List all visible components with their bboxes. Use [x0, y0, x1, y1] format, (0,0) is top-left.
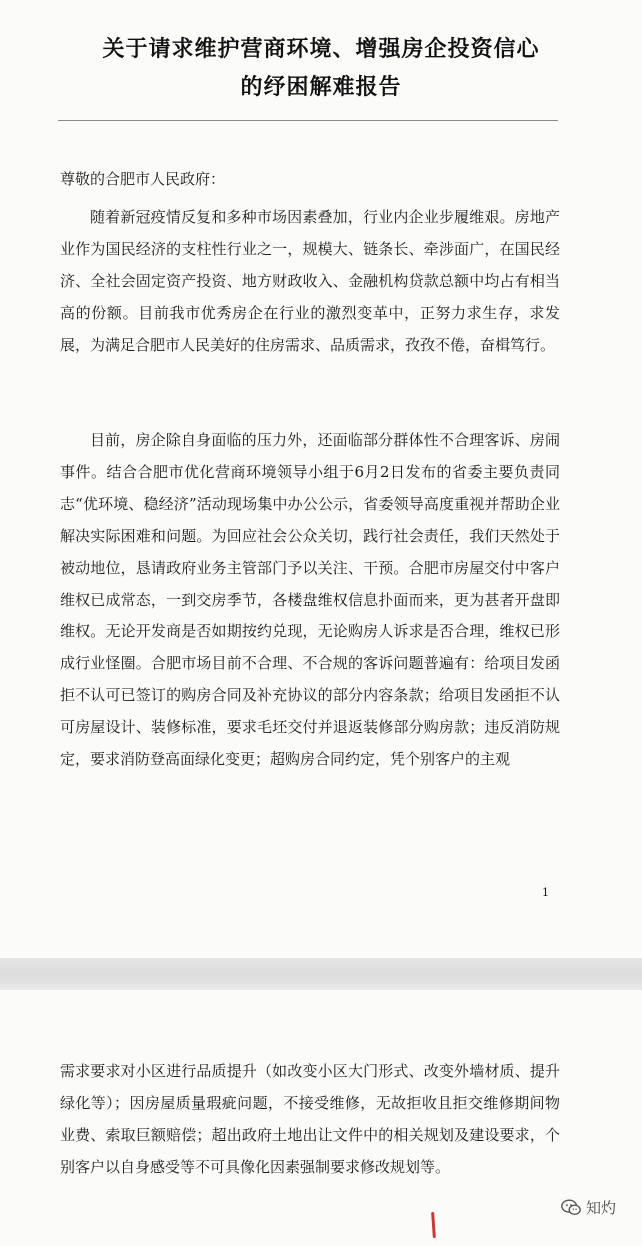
document-page-2	[0, 990, 642, 1246]
red-ink-mark	[431, 1212, 436, 1238]
report-title-line-1: 关于请求维护营商环境、增强房企投资信心	[102, 36, 540, 62]
zhihu-logo-icon	[560, 1196, 582, 1218]
watermark	[560, 1196, 616, 1218]
page-2-paragraph: 需求要求对小区进行品质提升（如改变小区大门形式、改变外墙材质、提升绿化等）；因房屋质量瑕疵问题，不接受维修，无故拒收且拒交维修期间物业费、索取巨额赔偿；超出政府土地出让文件中的相关规划及建设要求，个别客户以自身感受等不可具像化因素强制要求修改规划等。	[60, 1062, 560, 1176]
report-title-line-2: 的纾困解难报告	[240, 74, 402, 100]
watermark-text: 知灼	[586, 1198, 617, 1217]
paragraph-1: 随着新冠疫情反复和多种市场因素叠加，行业内企业步履维艰。房地产业作为国民经济的支柱性行业之一，规模大、链条长、牵涉面广，在国民经济、全社会固定资产投资、地方财政收入、金融机构贷款总额中均占有相当高的份额。目前我市优秀房企在行业的激烈变革中，正努力求生存，求发展，为满足合肥市人民美好的住房需求、品质需求，孜孜不倦，奋楫笃行。	[60, 208, 560, 354]
page-number: 1	[542, 886, 549, 899]
salutation: 尊敬的合肥市人民政府：	[60, 170, 226, 188]
title-divider	[58, 120, 558, 121]
paragraph-2: 目前，房企除自身面临的压力外，还面临部分群体性不合理客诉、房闹事件。结合合肥市优化营商环境领导小组于6月2日发布的省委主要负责同志“优环境、稳经济”活动现场集中办公公示，省委领导高度重视并帮助企业解决实际困难和问题。为回应社会公众关切，践行社会责任，我们天然处于被动地位，恳请政府业务主管部门予以关注、干预。合肥市房屋交付中客户维权已成常态，一到交房季节，各楼盘维权信息扑面而来，更为甚者开盘即维权。无论开发商是否如期按约兑现，无论购房人诉求是否合理，维权已形成行业怪圈。合肥市场目前不合理、不合规的客诉问题普遍有：给项目发函拒不认可已签订的购房合同及补充协议的部分内容条款；给项目发函拒不认可房屋设计、装修标准，要求毛坯交付并退返装修部分购房款；违反消防规定，要求消防登高面绿化变更；超购房合同约定，凭个别客户的主观	[60, 431, 560, 769]
page-separator	[0, 958, 642, 990]
